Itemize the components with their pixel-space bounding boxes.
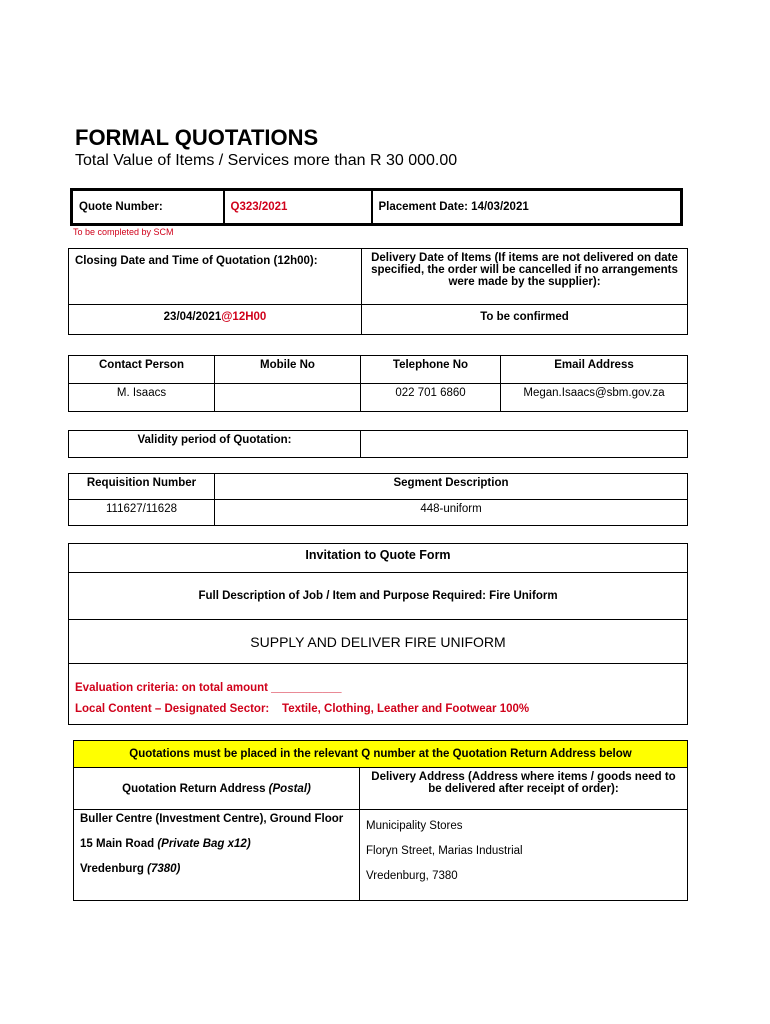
invitation-table	[68, 543, 688, 725]
local-content-value: Textile, Clothing, Leather and Footwear 100%	[282, 703, 530, 715]
delivery-line-2: Floryn Street, Marias Industrial	[366, 845, 523, 857]
postal-line-3: Vredenburg (7380)	[80, 863, 181, 875]
email-value: Megan.Isaacs@sbm.gov.za	[501, 384, 688, 412]
quote-number-value: Q323/2021	[224, 190, 372, 225]
closing-date-table	[68, 248, 688, 335]
closing-date-label: Closing Date and Time of Quotation (12h00):	[69, 249, 362, 305]
delivery-address-value	[360, 810, 688, 901]
requisition-table	[68, 473, 688, 526]
mobile-value	[215, 384, 361, 412]
contact-header: Telephone No	[361, 356, 501, 384]
postal-line-2: 15 Main Road (Private Bag x12)	[80, 838, 251, 850]
scm-note: To be completed by SCM	[73, 227, 174, 237]
evaluation-criteria: Evaluation criteria: on total amount ___________	[75, 682, 342, 694]
delivery-date-label: Delivery Date of Items (If items are not delivered on date specified, the order will be cancelled if no arrangements were made by the supplier):	[362, 249, 688, 305]
validity-label: Validity period of Quotation:	[69, 431, 361, 458]
closing-time: @12H00	[221, 311, 267, 323]
delivery-date-value: To be confirmed	[362, 305, 688, 335]
contact-person-value: M. Isaacs	[69, 384, 215, 412]
contact-header: Email Address	[501, 356, 688, 384]
closing-date-value	[69, 305, 362, 335]
supply-description: SUPPLY AND DELIVER FIRE UNIFORM	[69, 620, 688, 664]
validity-table	[68, 430, 688, 458]
postal-address-value	[74, 810, 360, 901]
page-title: FORMAL QUOTATIONS	[75, 125, 319, 150]
delivery-line-3: Vredenburg, 7380	[366, 870, 458, 882]
return-banner: Quotations must be placed in the relevant Q number at the Quotation Return Address below	[74, 741, 688, 768]
contact-header: Mobile No	[215, 356, 361, 384]
contact-header: Contact Person	[69, 356, 215, 384]
contact-table	[68, 355, 688, 412]
local-content-label: Local Content – Designated Sector:	[75, 703, 270, 715]
telephone-value: 022 701 6860	[361, 384, 501, 412]
validity-value	[361, 431, 688, 458]
delivery-line-1: Municipality Stores	[366, 820, 463, 832]
placement-date: Placement Date: 14/03/2021	[372, 190, 682, 225]
segment-description-value: 448-uniform	[215, 500, 688, 526]
requisition-number-value: 111627/11628	[69, 500, 215, 526]
quote-number-table	[70, 188, 683, 226]
closing-date: 23/04/2021	[163, 311, 222, 323]
postal-line-1: Buller Centre (Investment Centre), Ground Floor	[80, 813, 344, 825]
job-description: Full Description of Job / Item and Purpose Required: Fire Uniform	[69, 573, 688, 620]
postal-address-label: Quotation Return Address (Postal)	[74, 768, 360, 810]
requisition-number-label: Requisition Number	[69, 474, 215, 500]
delivery-address-label: Delivery Address (Address where items / goods need to be delivered after receipt of order):	[360, 768, 688, 810]
segment-description-label: Segment Description	[215, 474, 688, 500]
evaluation-cell	[69, 664, 688, 725]
quote-number-label: Quote Number:	[72, 190, 224, 225]
return-address-table	[73, 740, 688, 901]
invitation-title: Invitation to Quote Form	[69, 544, 688, 573]
page-subtitle: Total Value of Items / Services more than R 30 000.00	[75, 152, 458, 169]
